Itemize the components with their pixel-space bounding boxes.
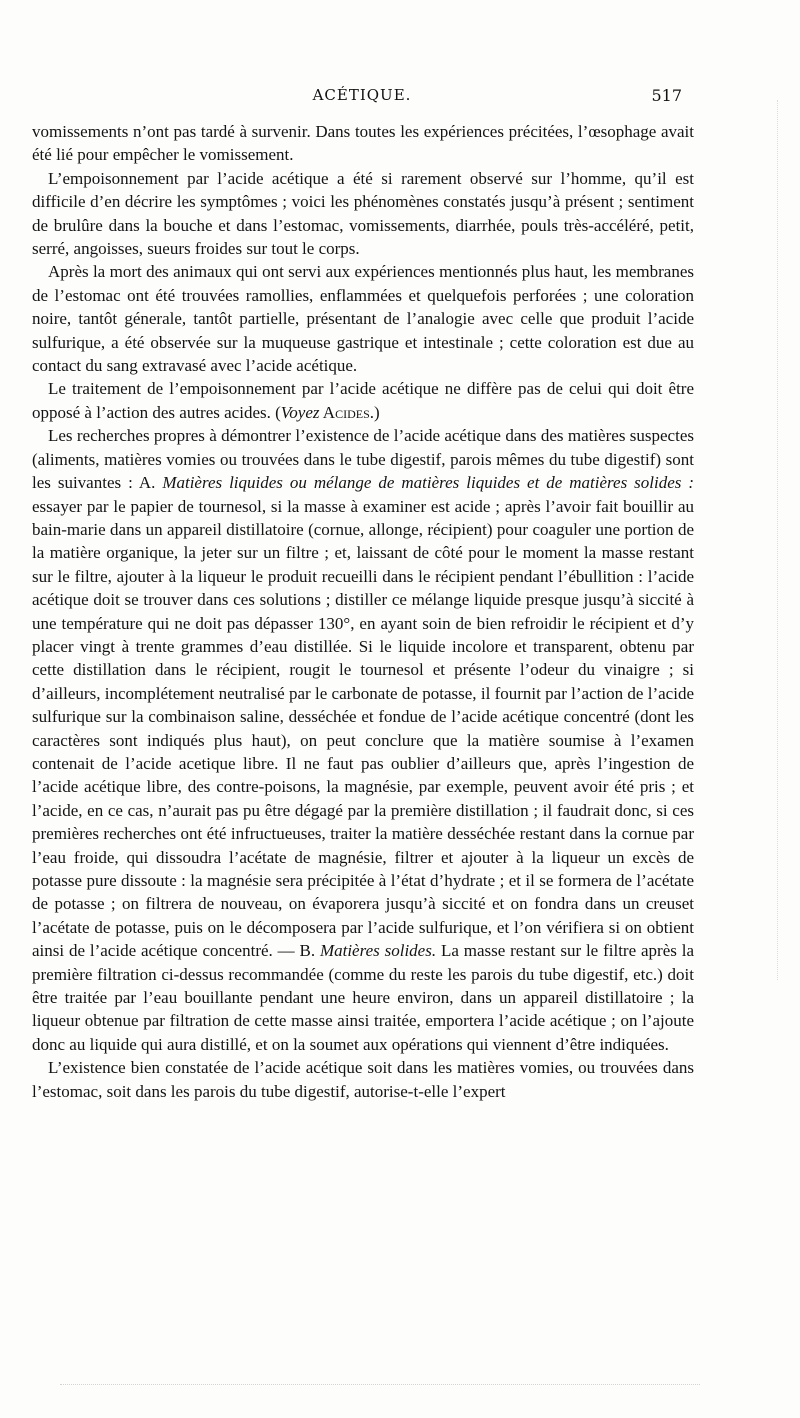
paragraph-existence: L’existence bien constatée de l’acide acétique soit dans les matières vomies, ou trouvées dans l’estomac, soit dans les parois du tube digestif, autorise-t-elle l’expert (32, 1058, 694, 1101)
body-text (32, 120, 694, 1103)
paragraph-continuation: vomissements n’ont pas tardé à survenir. Dans toutes les expériences précitées, l’œsophage avait été lié pour empêcher le vomissement. (32, 122, 694, 165)
cross-reference-acides: Acides (319, 402, 370, 422)
section-a-heading: Matières liquides ou mélange de matières liquides et de matières solides : (162, 473, 695, 493)
research-intro: Les recherches propres à démontrer l’existence de l’acide acétique dans des matières suspectes (aliments, matières vomies ou trouvées dans le tube digestif, parois mêmes du tube digestif) sont les suivantes : A. (32, 426, 694, 493)
cross-reference-voyez: Voyez (280, 402, 320, 422)
paragraph-research (32, 424, 694, 1056)
running-title: ACÉTIQUE. (312, 86, 412, 104)
treatment-text-end: .) (369, 402, 380, 422)
margin-scan-marks (774, 100, 778, 980)
section-b-heading: Matières solides. (319, 941, 437, 961)
paragraph-symptoms: L’empoisonnement par l’acide acétique a été si rarement observé sur l’homme, qu’il est difficile d’en décrire les symptômes ; voici les phénomènes constatés jusqu’à présent ; sentiment de brulûre dans la bouche et dans l’estomac, vomissements, diarrhée, pouls très-accéléré, petit, serré, angoisses, sueurs froides sur tout le corps. (32, 168, 694, 259)
running-head (42, 86, 682, 110)
bleed-through-line (60, 1384, 700, 1387)
page-number: 517 (651, 86, 682, 105)
paragraph-autopsy: Après la mort des animaux qui ont servi aux expériences mentionnés plus haut, les membranes de l’estomac ont été trouvées ramollies, enflammées et quelquefois perforées ; une coloration noire, tantôt génerale, tantôt partielle, présentant de l’analogie avec celle que produit l’acide sulfurique, a été observée sur la muqueuse gastrique et intestinale ; cette coloration est due au contact du sang extravasé avec l’acide acétique. (32, 262, 694, 376)
section-a-text: essayer par le papier de tournesol, si la masse à examiner est acide ; après l’avoir fait bouillir au bain-marie dans un appareil distillatoire (cornue, allonge, récipient) pour coaguler une portion de la matière organique, la jeter sur un filtre ; et, laissant de côté pour le moment la masse restant sur le filtre, ajouter à la liqueur le produit recueilli dans le récipient pendant l’ébullition : l’acide acétique doit se trouver dans ces solutions ; distiller ce mélange liquide presque jusqu’à siccité à une température qui ne doit pas dépasser 130°, en ayant soin de bien refroidir le récipient et d’y placer vingt à trente grammes d’eau distillée. Si le liquide incolore et transparent, obtenu par cette distillation dans le récipient, rougit le tournesol et présente l’odeur du vinaigre ; si d’ailleurs, incomplétement neutralisé par le carbonate de potasse, il fournit par l’action de l’acide sulfurique sur la combinaison saline, desséchée et fondue de l’acide acétique concentré (dont les caractères sont indiqués plus haut), on peut conclure que la matière soumise à l’examen contenait de l’acide acetique libre. Il ne faut pas oublier d’ailleurs que, après l’ingestion de l’acide acétique libre, des contre-poisons, la magnésie, par exemple, peuvent avoir été pris ; et l’acide, en ce cas, n’aurait pas pu être dégagé par la première distillation ; il faudrait donc, si ces premières recherches ont été infructueuses, traiter la matière desséchée restant dans la cornue par l’eau froide, qui dissoudra l’acétate de magnésie, filtrer et ajouter à la liqueur un excès de potasse pure dissoute : la magnésie sera précipitée à l’état d’hydrate ; et il se formera de l’acétate de potasse ; on filtrera de nouveau, on évaporera jusqu’à siccité et on fondra dans un creuset l’acétate de potasse, puis on le décomposera par l’acide sulfurique, et l’on vérifiera si on obtient ainsi de l’acide acétique concentré. — B. (32, 496, 694, 961)
paragraph-treatment (32, 377, 694, 424)
treatment-text: Le traitement de l’empoisonnement par l’acide acétique ne diffère pas de celui qui doit être opposé à l’action des autres acides. ( (32, 379, 694, 422)
section-b-text: La masse restant sur le filtre après la première filtration ci-dessus recommandée (comme du reste les parois du tube digestif, etc.) doit être traitée par l’eau bouillante pendant une heure environ, dans un appareil distillatoire ; la liqueur obtenue par filtration de cette masse ainsi traitée, emportera l’acide acétique ; on l’ajoute donc au liquide qui aura distillé, et on la soumet aux opérations qui viennent d’être indiquées. (32, 941, 694, 1054)
